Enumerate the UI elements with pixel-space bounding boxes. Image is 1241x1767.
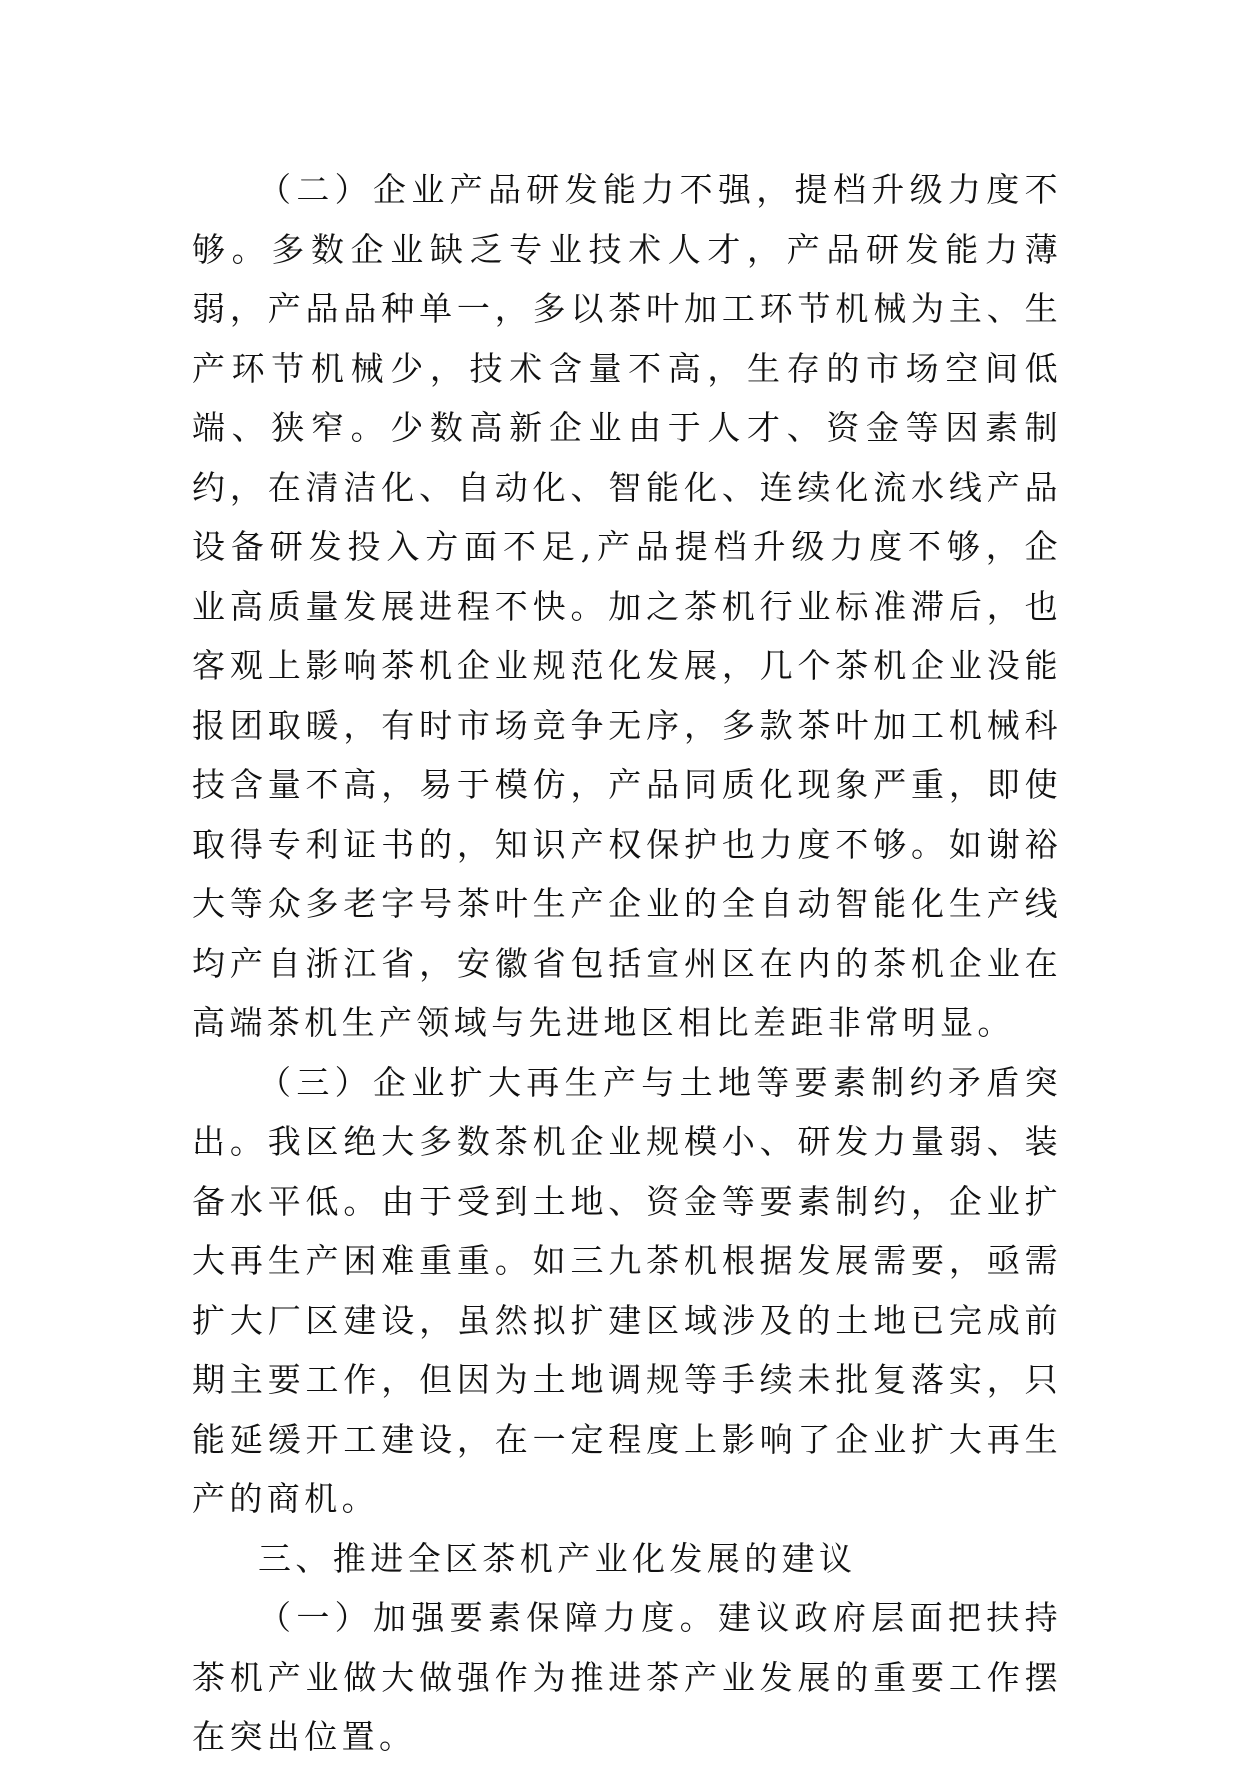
paragraph-land-constraints: （三）企业扩大再生产与土地等要素制约矛盾突出。我区绝大多数茶机企业规模小、研发力量弱、装备水平低。由于受到土地、资金等要素制约，企业扩大再生产困难重重。如三九茶机根据发展需要，亟需扩大厂区建设，虽然拟扩建区域涉及的土地已完成前期主要工作，但因为土地调规等手续未批复落实，只能延缓开工建设，在一定程度上影响了企业扩大再生产的商机。 (192, 1062, 1062, 1518)
section-heading-suggestions: 三、推进全区茶机产业化发展的建议 (258, 1538, 857, 1578)
document-page (192, 160, 1062, 1767)
paragraph-rd-capability: （二）企业产品研发能力不强，提档升级力度不够。多数企业缺乏专业技术人才，产品研发能力薄弱，产品品种单一，多以茶叶加工环节机械为主、生产环节机械少，技术含量不高，生存的市场空间低端、狭窄。少数高新企业由于人才、资金等因素制约，在清洁化、自动化、智能化、连续化流水线产品设备研发投入方面不足,产品提档升级力度不够，企业高质量发展进程不快。加之茶机行业标准滞后，也客观上影响茶机企业规范化发展，几个茶机企业没能报团取暖，有时市场竞争无序，多款茶叶加工机械科技含量不高，易于模仿，产品同质化现象严重，即使取得专利证书的，知识产权保护也力度不够。如谢裕大等众多老字号茶叶生产企业的全自动智能化生产线均产自浙江省，安徽省包括宣州区在内的茶机企业在高端茶机生产领域与先进地区相比差距非常明显。 (192, 170, 1062, 1042)
paragraph-factor-guarantee: （一）加强要素保障力度。建议政府层面把扶持茶机产业做大做强作为推进茶产业发展的重要工作摆在突出位置。 (192, 1598, 1062, 1756)
